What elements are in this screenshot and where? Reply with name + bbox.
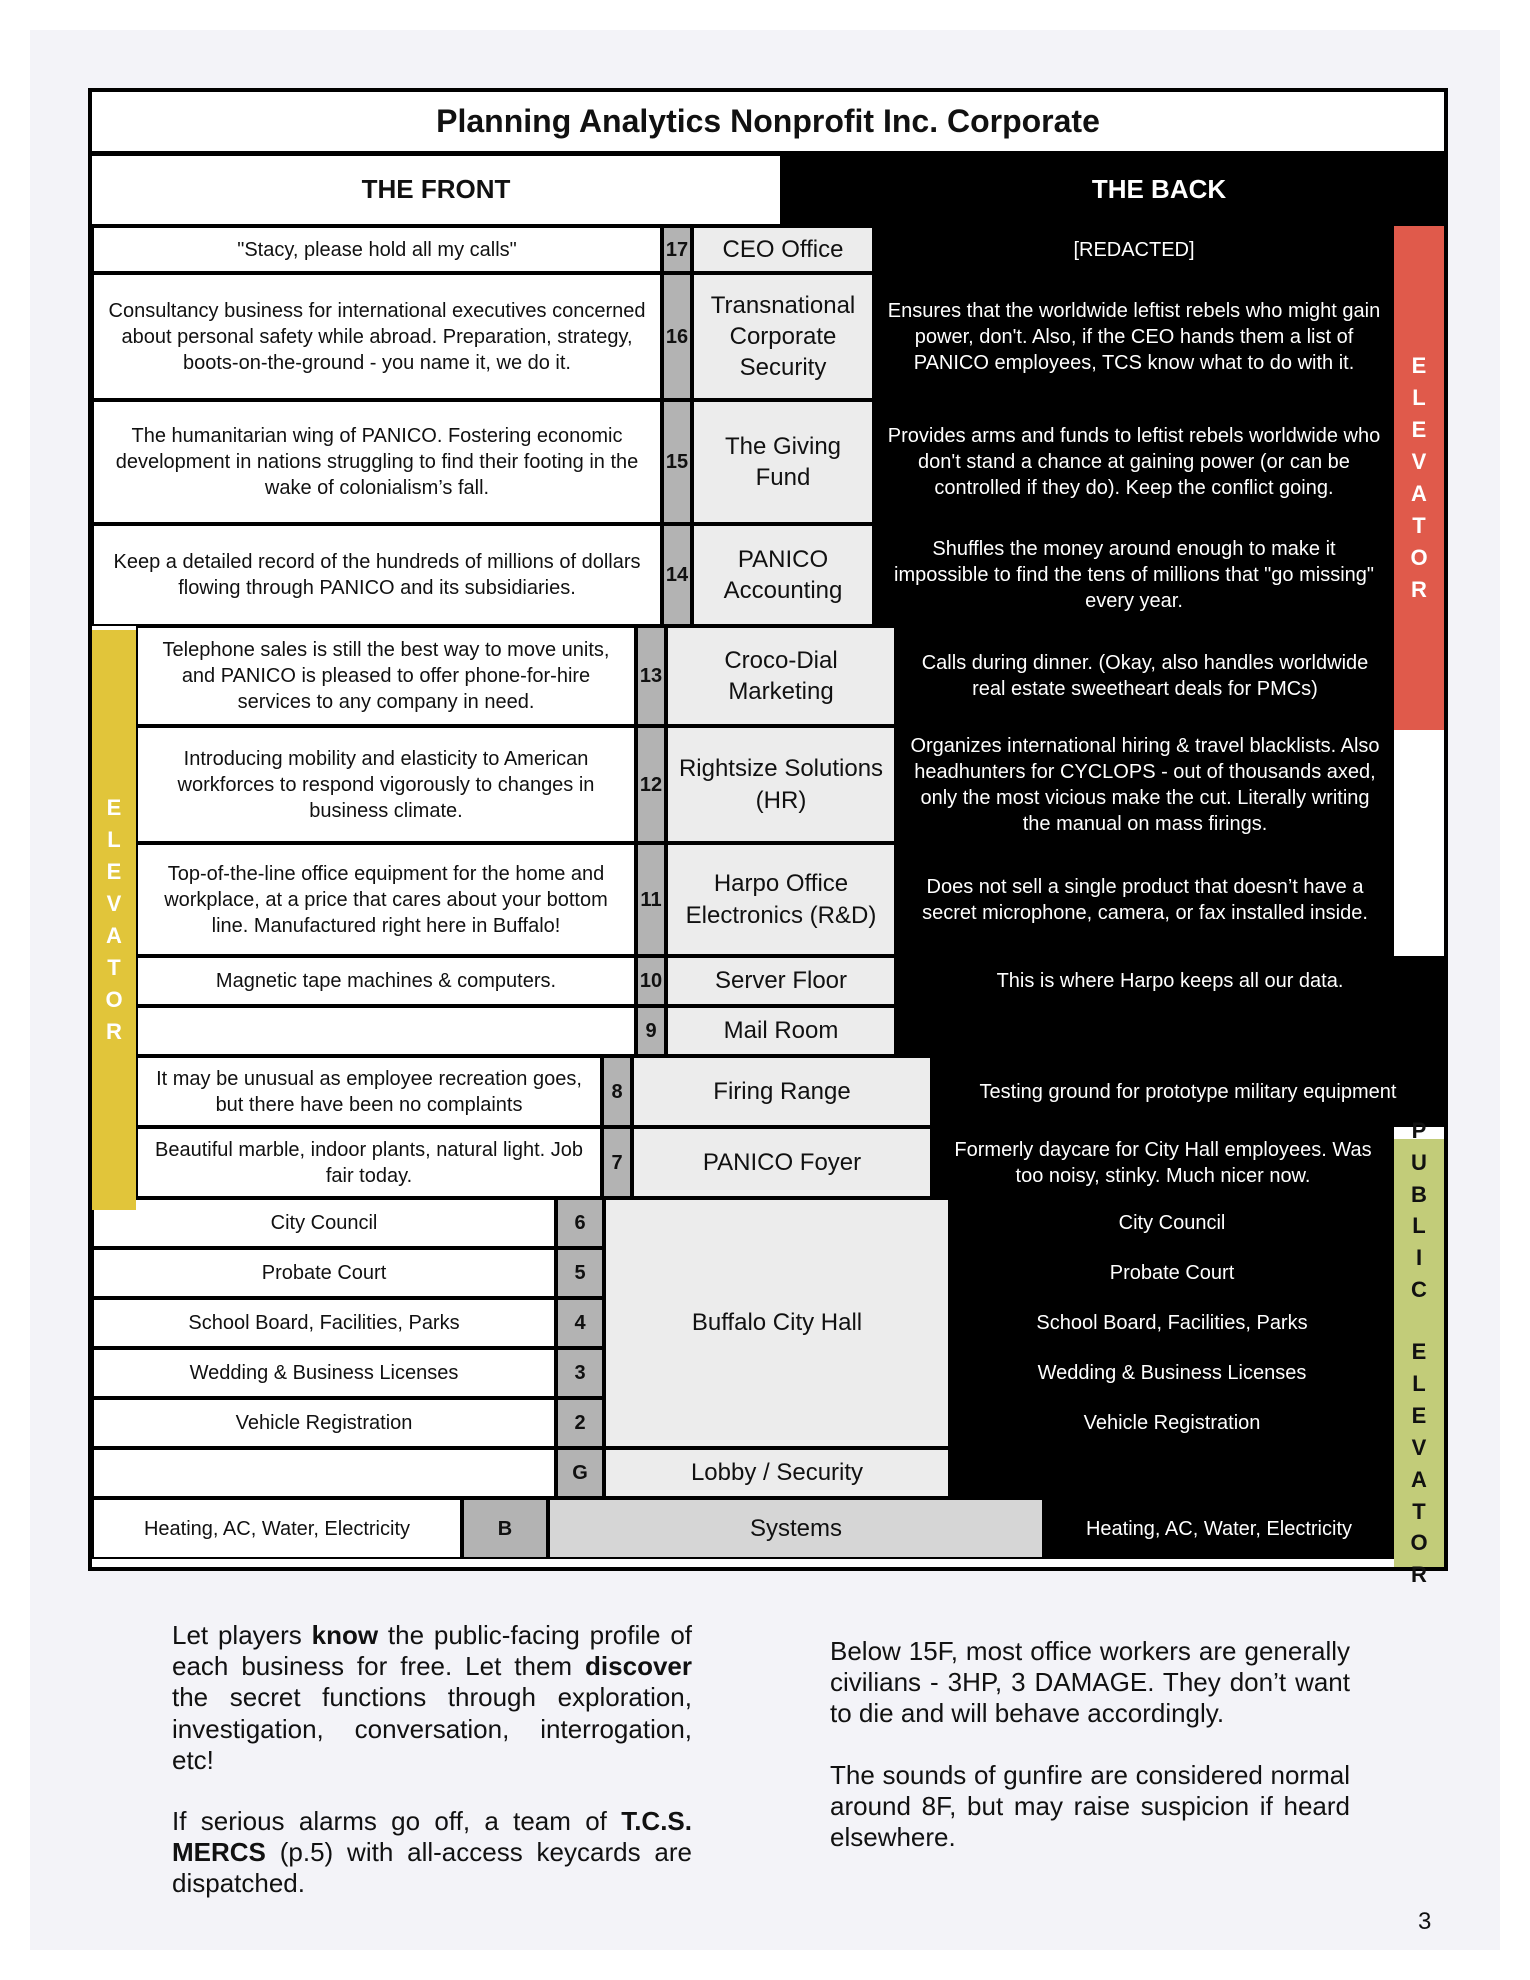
floor-16-back-text: Ensures that the worldwide leftist rebels who might gain power, don't. Also, if the CEO hands them a list of PANICO employees, TCS know what to do with it.	[874, 273, 1394, 400]
floor-10-front-text: Magnetic tape machines & computers.	[136, 956, 636, 1006]
note-right-paragraph: The sounds of gunfire are considered normal around 8F, but may raise suspicion if heard elsewhere.	[830, 1759, 1350, 1852]
floor-12-front-text: Introducing mobility and elasticity to American workforces to respond vigorously to changes in business climate.	[136, 726, 636, 843]
floor-12-name: Rightsize Solutions (HR)	[666, 726, 896, 843]
floor-13-name: Croco-Dial Marketing	[666, 626, 896, 726]
note-left-paragraph: Let players know the public-facing profile of each business for free. Let them discover the secret functions through exploration, investigation, conversation, interrogation, etc!	[172, 1620, 693, 1775]
floor-12-back-text: Organizes international hiring & travel blacklists. Also headhunters for CYCLOPS - out of thousands axed, only the most vicious make the cut. Literally writing the manual on mass firings.	[896, 726, 1394, 843]
floor-G-name: Lobby / Security	[604, 1448, 950, 1498]
floor-2-back-text: Vehicle Registration	[950, 1398, 1394, 1448]
floor-11-back-text: Does not sell a single product that doesn’t have a secret microphone, camera, or fax installed inside.	[896, 843, 1394, 956]
floor-14-front-text: Keep a detailed record of the hundreds of millions of dollars flowing through PANICO and its subsidiaries.	[92, 524, 662, 626]
building-chart	[88, 88, 1448, 1588]
floor-11-front-text: Top-of-the-line office equipment for the home and workplace, at a price that cares about your bottom line. Manufactured right here in Buffalo!	[136, 843, 636, 956]
header-spacer	[782, 154, 874, 226]
floor-17-front-text: "Stacy, please hold all my calls"	[92, 226, 662, 273]
floor-B-name: Systems	[548, 1498, 1044, 1559]
floor-2-front-text: Vehicle Registration	[92, 1398, 556, 1448]
chart-title: Planning Analytics Nonprofit Inc. Corporate	[92, 92, 1444, 154]
floor-15-back-text: Provides arms and funds to leftist rebels worldwide who don't stand a chance at gaining power (or can be controlled if they do). Keep the conflict going.	[874, 400, 1394, 524]
floor-4-number: 4	[556, 1298, 604, 1348]
floor-8-front-text: It may be unusual as employee recreation goes, but there have been no complaints	[136, 1056, 602, 1127]
floor-9-front-text	[136, 1006, 636, 1056]
floor-3-front-text: Wedding & Business Licenses	[92, 1348, 556, 1398]
floor-9-number: 9	[636, 1006, 666, 1056]
floor-14-back-text: Shuffles the money around enough to make it impossible to find the tens of millions that "go missing" every year.	[874, 524, 1394, 626]
floor-B-front-text: Heating, AC, Water, Electricity	[92, 1498, 462, 1559]
floor-5-back-text: Probate Court	[950, 1248, 1394, 1298]
notes-left	[172, 1620, 692, 1930]
floor-2-number: 2	[556, 1398, 604, 1448]
floor-9-back-text	[896, 1006, 1444, 1056]
floor-16-number: 16	[662, 273, 692, 400]
front-header: THE FRONT	[92, 154, 782, 226]
floor-13-number: 13	[636, 626, 666, 726]
floor-7-back-text: Formerly daycare for City Hall employees. Was too noisy, stinky. Much nicer now.	[932, 1127, 1394, 1198]
floor-5-front-text: Probate Court	[92, 1248, 556, 1298]
floor-16-name: Transnational Corporate Security	[692, 273, 874, 400]
floor-10-name: Server Floor	[666, 956, 896, 1006]
floor-10-number: 10	[636, 956, 666, 1006]
floor-12-number: 12	[636, 726, 666, 843]
floor-B-number: B	[462, 1498, 548, 1559]
floor-10-back-text: This is where Harpo keeps all our data.	[896, 956, 1444, 1006]
floor-7-number: 7	[602, 1127, 632, 1198]
floor-8-number: 8	[602, 1056, 632, 1127]
floor-17-number: 17	[662, 226, 692, 273]
back-header: THE BACK	[874, 154, 1444, 226]
floor-6-front-text: City Council	[92, 1198, 556, 1248]
public-elevator-label: P U B L I C E L E V A T O R	[1394, 1139, 1444, 1567]
floor-16-front-text: Consultancy business for international executives concerned about personal safety while abroad. Preparation, strategy, boots-on-the-ground - you name it, we do it.	[92, 273, 662, 400]
floor-8-name: Firing Range	[632, 1056, 932, 1127]
floor-5-number: 5	[556, 1248, 604, 1298]
floor-17-name: CEO Office	[692, 226, 874, 273]
floor-14-number: 14	[662, 524, 692, 626]
floor-14-name: PANICO Accounting	[692, 524, 874, 626]
floor-4-back-text: School Board, Facilities, Parks	[950, 1298, 1394, 1348]
floor-13-back-text: Calls during dinner. (Okay, also handles worldwide real estate sweetheart deals for PMCs)	[896, 626, 1394, 726]
note-right-paragraph: Below 15F, most office workers are generally civilians - 3HP, 3 DAMAGE. They don’t want to die and will behave accordingly.	[830, 1636, 1350, 1729]
floor-15-number: 15	[662, 400, 692, 524]
floor-15-name: The Giving Fund	[692, 400, 874, 524]
floor-4-front-text: School Board, Facilities, Parks	[92, 1298, 556, 1348]
front-elevator-label: E L E V A T O R	[92, 630, 136, 1210]
floor-11-number: 11	[636, 843, 666, 956]
floor-B-back-text: Heating, AC, Water, Electricity	[1044, 1498, 1394, 1559]
floor-G-front-text	[92, 1448, 556, 1498]
floor-8-back-text: Testing ground for prototype military equipment	[932, 1056, 1444, 1127]
floor-11-name: Harpo Office Electronics (R&D)	[666, 843, 896, 956]
floor-3-back-text: Wedding & Business Licenses	[950, 1348, 1394, 1398]
floor-G-back-text	[950, 1448, 1394, 1498]
floor-6-back-text: City Council	[950, 1198, 1394, 1248]
floor-17-back-text: [REDACTED]	[874, 226, 1394, 273]
page-number: 3	[1418, 1908, 1432, 1935]
note-left-paragraph: If serious alarms go off, a team of T.C.S. MERCS (p.5) with all-access keycards are dispatched.	[172, 1805, 692, 1899]
floor-G-number: G	[556, 1448, 604, 1498]
city-hall-name: Buffalo City Hall	[604, 1198, 950, 1448]
floor-3-number: 3	[556, 1348, 604, 1398]
floor-7-front-text: Beautiful marble, indoor plants, natural light. Job fair today.	[136, 1127, 602, 1198]
floor-9-name: Mail Room	[666, 1006, 896, 1056]
floor-15-front-text: The humanitarian wing of PANICO. Fostering economic development in nations struggling to find their footing in the wake of colonialism’s fall.	[92, 400, 662, 524]
notes-right	[830, 1636, 1350, 1883]
back-elevator-label: E L E V A T O R	[1394, 226, 1444, 730]
floor-6-number: 6	[556, 1198, 604, 1248]
floor-7-name: PANICO Foyer	[632, 1127, 932, 1198]
floor-13-front-text: Telephone sales is still the best way to move units, and PANICO is pleased to offer phone-for-hire services to any company in need.	[136, 626, 636, 726]
